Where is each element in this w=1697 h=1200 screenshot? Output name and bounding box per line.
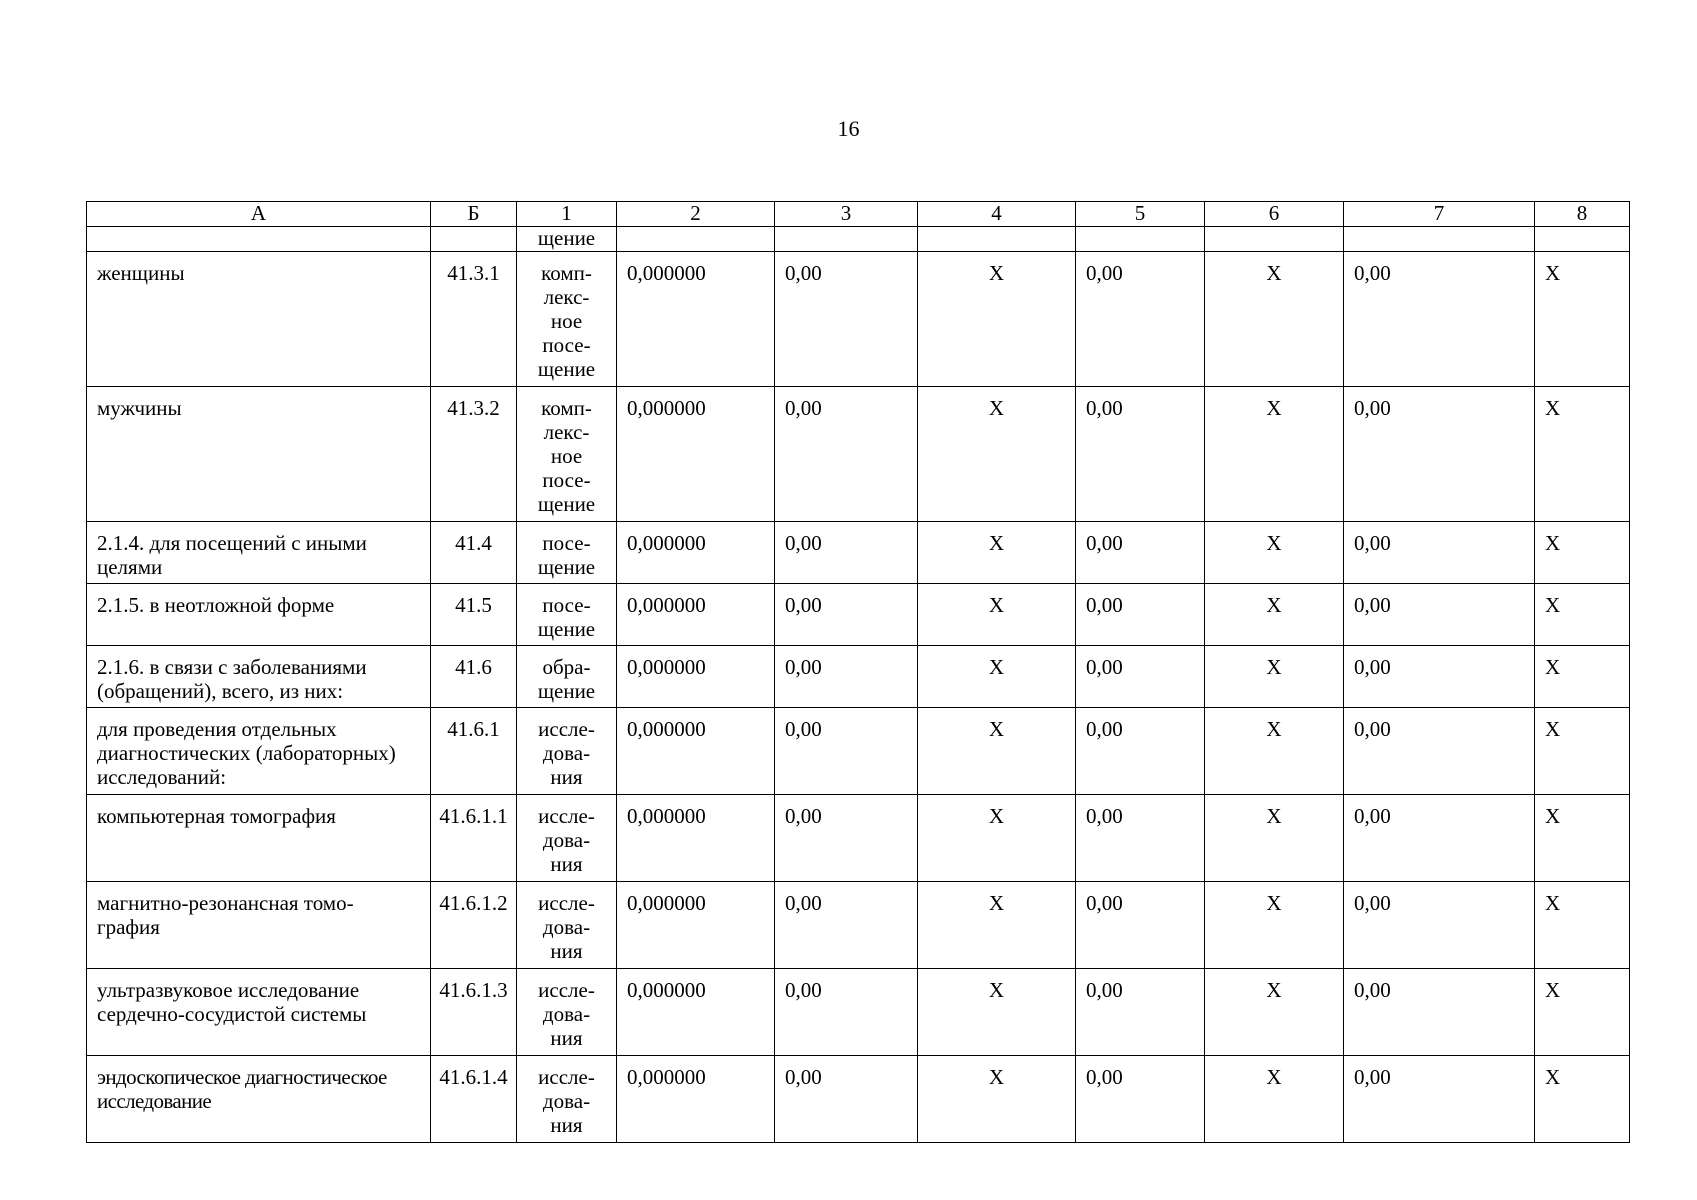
value-col-5: 0,00 [1076,584,1205,646]
value-col-4: Х [918,646,1076,708]
value-col-7: 0,00 [1344,882,1535,969]
table-row [87,969,1630,1056]
value-col-6: Х [1205,1056,1344,1143]
header-cell: 8 [1535,202,1630,227]
row-name: магнитно-резонансная томо- графия [87,882,431,969]
value-col-8: Х [1535,1056,1630,1143]
row-unit [517,795,617,882]
row-code: 41.6.1.3 [431,969,517,1056]
row-name: 2.1.4. для посещений с иными целями [87,522,431,584]
row-unit [517,969,617,1056]
value-col-7: 0,00 [1344,584,1535,646]
unit-line: ния [550,1113,583,1137]
value-col-2: 0,000000 [617,795,775,882]
unit-line: посе- [542,333,591,357]
value-col-2: 0,000000 [617,584,775,646]
row-code: 41.3.2 [431,387,517,522]
table-cell [1535,227,1630,252]
data-table [86,201,1630,1143]
row-code: 41.5 [431,584,517,646]
value-col-4: Х [918,252,1076,387]
unit-line: ния [550,939,583,963]
table-row [87,795,1630,882]
value-col-5: 0,00 [1076,882,1205,969]
table-row [87,252,1630,387]
unit-line: иссле- [538,978,595,1002]
table-row [87,1056,1630,1143]
value-col-8: Х [1535,584,1630,646]
value-col-4: Х [918,387,1076,522]
table-row [87,522,1630,584]
value-col-5: 0,00 [1076,969,1205,1056]
row-code: 41.6.1.4 [431,1056,517,1143]
header-cell: 5 [1076,202,1205,227]
value-col-6: Х [1205,795,1344,882]
value-col-7: 0,00 [1344,646,1535,708]
unit-line: щение [537,617,596,641]
value-col-2: 0,000000 [617,1056,775,1143]
unit-line: дова- [542,1089,591,1113]
row-unit [517,646,617,708]
row-code: 41.6.1.1 [431,795,517,882]
page-number: 16 [837,116,860,141]
row-name: компьютерная томография [87,795,431,882]
value-col-6: Х [1205,387,1344,522]
row-unit [517,522,617,584]
unit-line: лекс- [543,420,590,444]
unit-line: обра- [542,655,591,679]
unit-line: ния [550,765,583,789]
continuation-unit: щение [517,227,617,252]
table-cell [1205,227,1344,252]
value-col-7: 0,00 [1344,708,1535,795]
table-row [87,708,1630,795]
value-col-8: Х [1535,795,1630,882]
unit-line: ния [550,1026,583,1050]
value-col-5: 0,00 [1076,252,1205,387]
value-col-5: 0,00 [1076,708,1205,795]
value-col-8: Х [1535,969,1630,1056]
unit-line: комп- [541,261,592,285]
row-unit [517,882,617,969]
header-cell: 2 [617,202,775,227]
table-cell [775,227,918,252]
table-cell [431,227,517,252]
unit-line: щение [537,492,596,516]
value-col-2: 0,000000 [617,646,775,708]
table-row [87,584,1630,646]
header-cell: А [87,202,431,227]
value-col-3: 0,00 [775,708,918,795]
unit-line: иссле- [538,891,595,915]
table-row [87,387,1630,522]
table-row [87,882,1630,969]
value-col-2: 0,000000 [617,387,775,522]
value-col-7: 0,00 [1344,252,1535,387]
header-cell: 6 [1205,202,1344,227]
unit-line: иссле- [538,804,595,828]
value-col-7: 0,00 [1344,795,1535,882]
row-name: ультразвуковое исследование сердечно-сосудистой системы [87,969,431,1056]
unit-line: щение [537,357,596,381]
value-col-2: 0,000000 [617,522,775,584]
value-col-4: Х [918,522,1076,584]
table-cell [617,227,775,252]
value-col-2: 0,000000 [617,969,775,1056]
header-cell: 4 [918,202,1076,227]
value-col-7: 0,00 [1344,1056,1535,1143]
header-cell: 7 [1344,202,1535,227]
value-col-5: 0,00 [1076,1056,1205,1143]
value-col-8: Х [1535,708,1630,795]
row-code: 41.6.1 [431,708,517,795]
table-cell [1076,227,1205,252]
table-row [87,646,1630,708]
row-name: эндоскопическое диагностическое исследование [87,1056,431,1143]
value-col-6: Х [1205,882,1344,969]
value-col-3: 0,00 [775,646,918,708]
value-col-4: Х [918,708,1076,795]
row-unit [517,387,617,522]
value-col-2: 0,000000 [617,252,775,387]
unit-line: дова- [542,915,591,939]
unit-line: дова- [542,1002,591,1026]
row-name: женщины [87,252,431,387]
value-col-3: 0,00 [775,1056,918,1143]
unit-line: дова- [542,828,591,852]
value-col-6: Х [1205,584,1344,646]
row-code: 41.6.1.2 [431,882,517,969]
unit-line: иссле- [538,717,595,741]
table-cell [1344,227,1535,252]
value-col-6: Х [1205,646,1344,708]
unit-line: ное [550,444,583,468]
header-cell: 1 [517,202,617,227]
value-col-8: Х [1535,882,1630,969]
value-col-6: Х [1205,252,1344,387]
unit-line: ное [550,309,583,333]
row-name: для проведения отдельных диагностических (лабораторных) исследований: [87,708,431,795]
value-col-2: 0,000000 [617,708,775,795]
unit-line: посе- [542,531,591,555]
value-col-3: 0,00 [775,522,918,584]
value-col-3: 0,00 [775,387,918,522]
row-unit [517,252,617,387]
unit-line: дова- [542,741,591,765]
value-col-5: 0,00 [1076,522,1205,584]
value-col-3: 0,00 [775,969,918,1056]
value-col-8: Х [1535,522,1630,584]
table-cell [87,227,431,252]
value-col-7: 0,00 [1344,387,1535,522]
row-code: 41.3.1 [431,252,517,387]
row-unit [517,584,617,646]
value-col-5: 0,00 [1076,795,1205,882]
row-name: 2.1.5. в неотложной форме [87,584,431,646]
value-col-5: 0,00 [1076,387,1205,522]
unit-line: щение [537,555,596,579]
value-col-8: Х [1535,646,1630,708]
value-col-8: Х [1535,252,1630,387]
unit-line: комп- [541,396,592,420]
unit-line: щение [537,679,596,703]
value-col-6: Х [1205,522,1344,584]
unit-line: посе- [542,593,591,617]
row-name: мужчины [87,387,431,522]
value-col-2: 0,000000 [617,882,775,969]
value-col-4: Х [918,1056,1076,1143]
value-col-6: Х [1205,969,1344,1056]
value-col-4: Х [918,795,1076,882]
continuation-row [87,227,1630,252]
table-cell [918,227,1076,252]
row-code: 41.4 [431,522,517,584]
value-col-4: Х [918,882,1076,969]
unit-line: лекс- [543,285,590,309]
table-header-row [87,202,1630,227]
value-col-7: 0,00 [1344,969,1535,1056]
value-col-5: 0,00 [1076,646,1205,708]
value-col-3: 0,00 [775,795,918,882]
unit-line: ния [550,852,583,876]
row-code: 41.6 [431,646,517,708]
row-unit [517,708,617,795]
value-col-6: Х [1205,708,1344,795]
value-col-8: Х [1535,387,1630,522]
unit-line: посе- [542,468,591,492]
value-col-4: Х [918,969,1076,1056]
header-cell: Б [431,202,517,227]
row-name: 2.1.6. в связи с заболеваниями (обращений), всего, из них: [87,646,431,708]
row-unit [517,1056,617,1143]
header-cell: 3 [775,202,918,227]
value-col-4: Х [918,584,1076,646]
value-col-3: 0,00 [775,882,918,969]
value-col-7: 0,00 [1344,522,1535,584]
value-col-3: 0,00 [775,584,918,646]
value-col-3: 0,00 [775,252,918,387]
unit-line: иссле- [538,1065,595,1089]
